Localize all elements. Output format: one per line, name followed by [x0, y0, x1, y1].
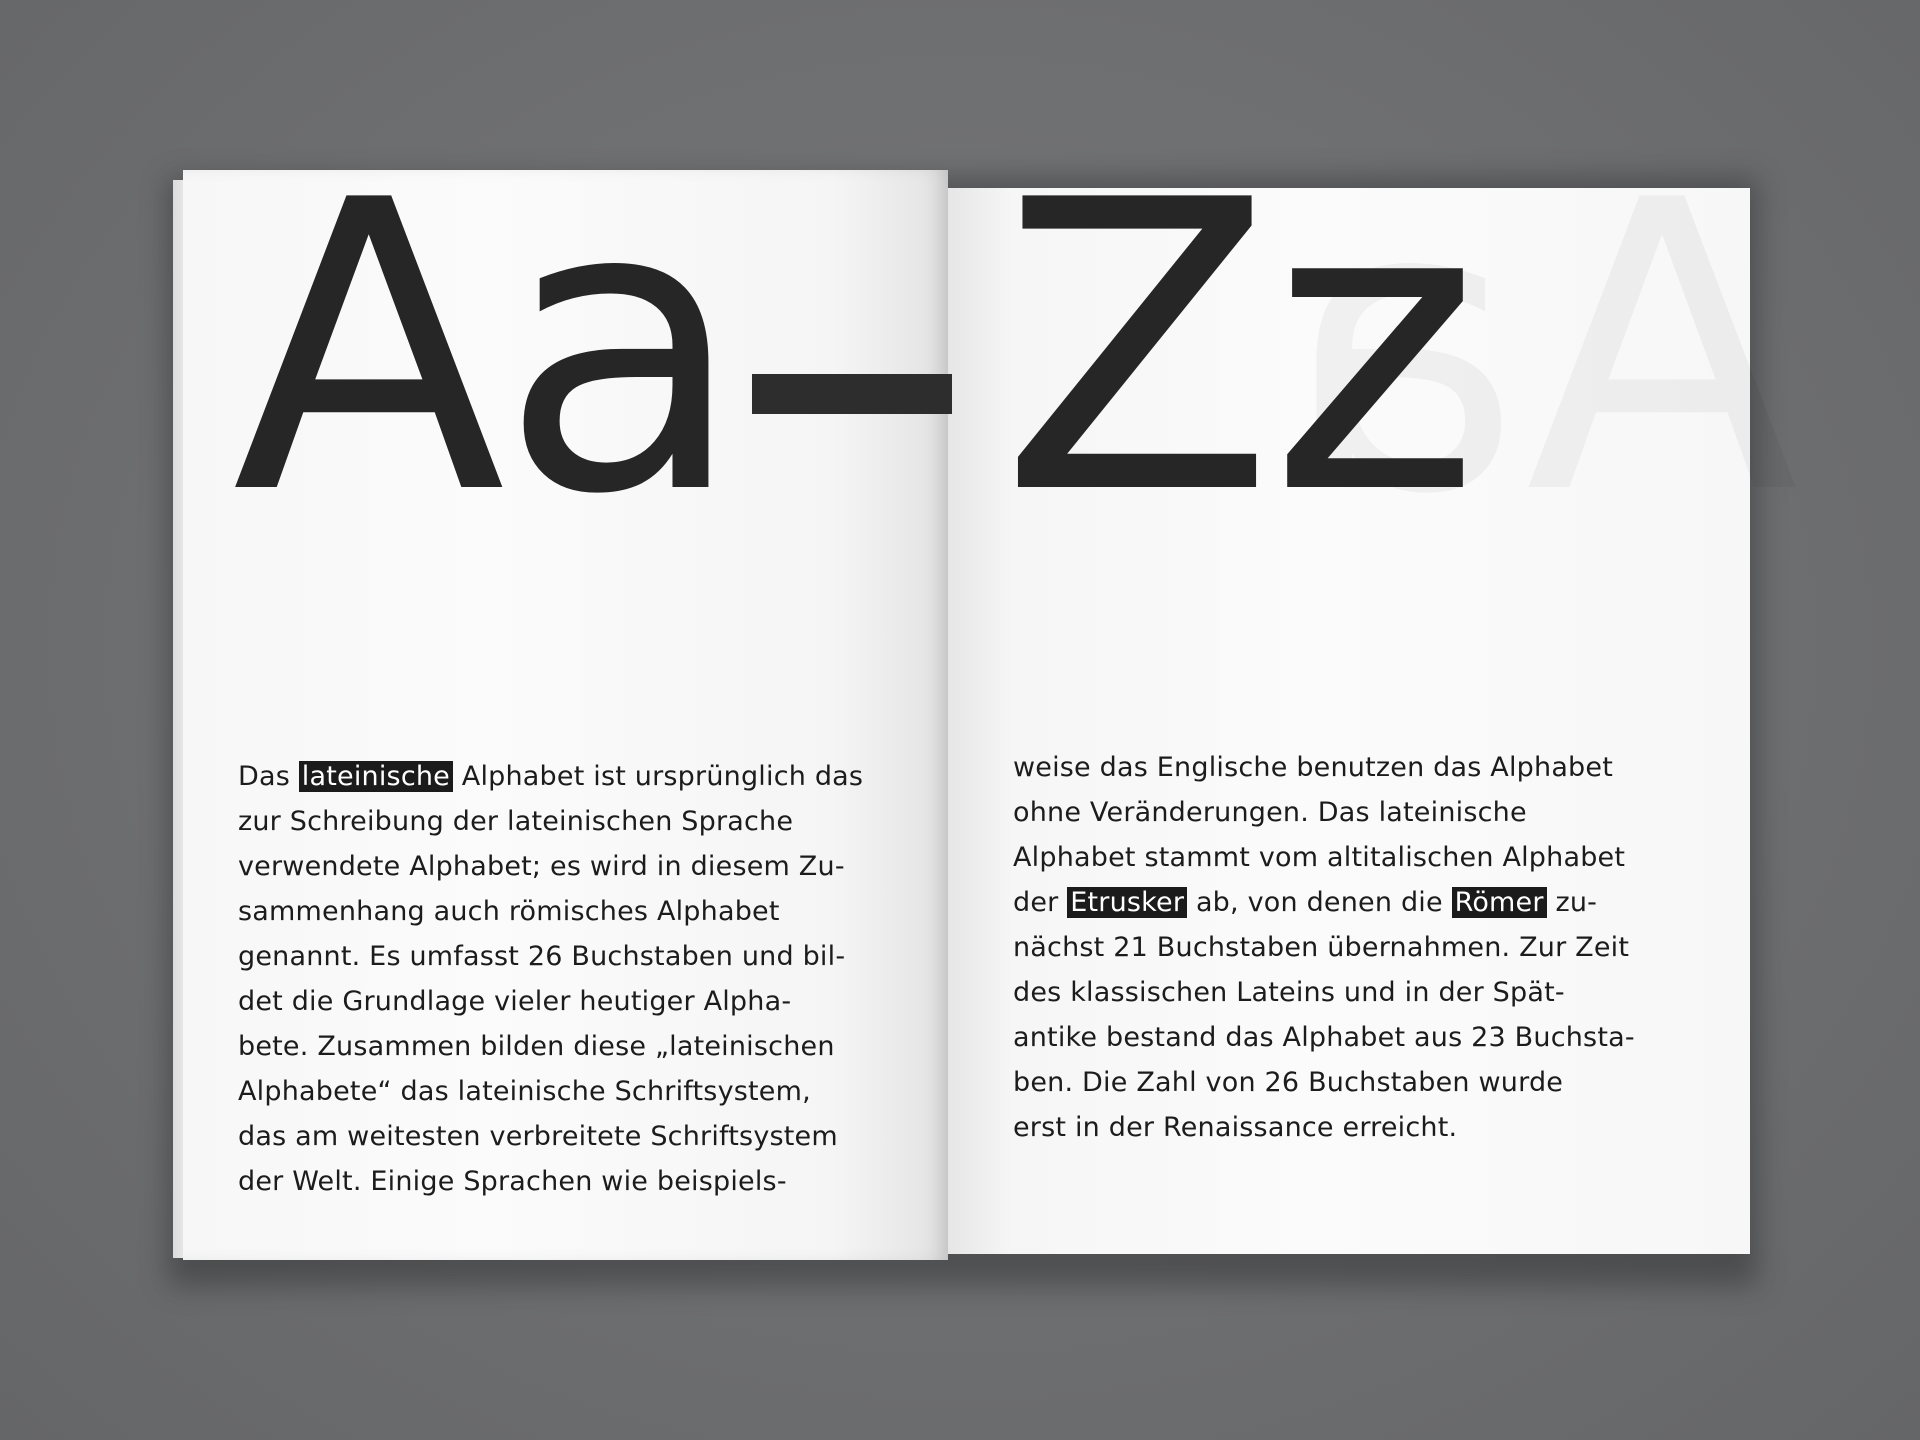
text-line: verwendete Alphabet; es wird in diesem Zu- — [238, 851, 845, 882]
text-line: das am weitesten verbreitete Schriftsystem — [238, 1121, 838, 1152]
text-line: der Etrusker ab, von denen die Römer zu- — [1013, 887, 1598, 918]
text-line: erst in der Renaissance erreicht. — [1013, 1112, 1458, 1143]
text-line: antike bestand das Alphabet aus 23 Buchsta- — [1013, 1022, 1635, 1053]
text-line: ohne Veränderungen. Das lateinische — [1013, 797, 1527, 828]
highlighted-word: Römer — [1452, 887, 1547, 918]
left-text-column — [238, 754, 863, 1204]
highlighted-word: lateinische — [299, 761, 453, 792]
text-line: Alphabete“ das lateinische Schriftsystem, — [238, 1076, 811, 1107]
text-line: det die Grundlage vieler heutiger Alpha- — [238, 986, 792, 1017]
text-line: bete. Zusammen bilden diese „lateinischen — [238, 1031, 835, 1062]
text-line: Das lateinische Alphabet ist ursprünglich das — [238, 761, 864, 792]
headline-zz: Zz — [1000, 117, 1476, 582]
text-line: ben. Die Zahl von 26 Buchstaben wurde — [1013, 1067, 1564, 1098]
text-line: genannt. Es umfasst 26 Buchstaben und bil- — [238, 941, 846, 972]
highlighted-word: Etrusker — [1067, 887, 1187, 918]
text-line: des klassischen Lateins und in der Spät- — [1013, 977, 1565, 1008]
headline-aa: Aa — [232, 117, 739, 582]
text-line: sammenhang auch römisches Alphabet — [238, 896, 780, 927]
headline-dash — [752, 374, 952, 414]
text-line: nächst 21 Buchstaben übernahmen. Zur Zeit — [1013, 932, 1630, 963]
right-text-column — [1013, 745, 1635, 1150]
text-line: der Welt. Einige Sprachen wie beispiels- — [238, 1166, 787, 1197]
text-line: weise das Englische benutzen das Alphabet — [1013, 752, 1613, 783]
text-line: zur Schreibung der lateinischen Sprache — [238, 806, 794, 837]
text-line: Alphabet stammt vom altitalischen Alphabet — [1013, 842, 1626, 873]
